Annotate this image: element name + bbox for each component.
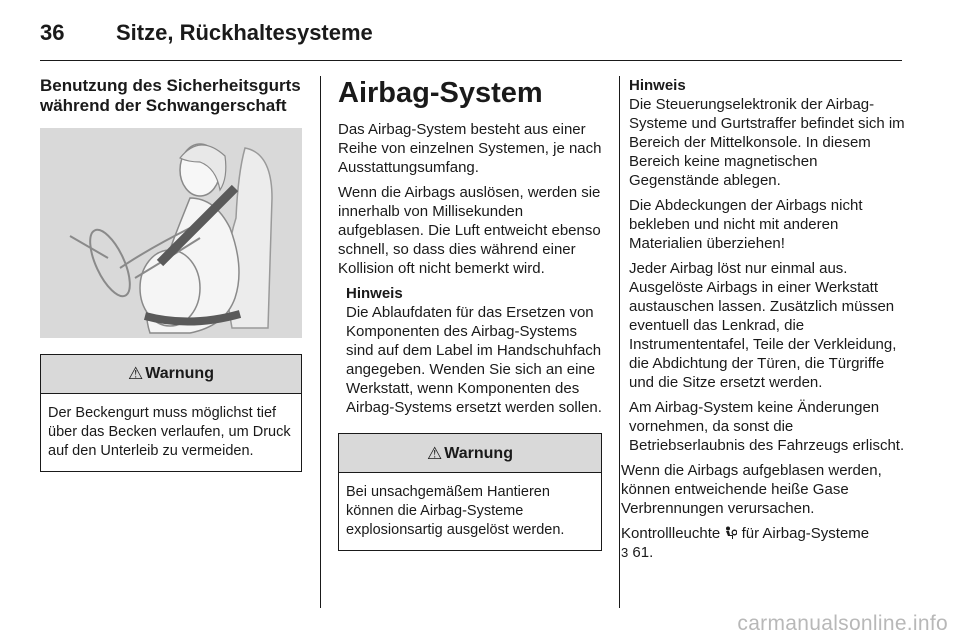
paragraph-warning-light — [621, 524, 905, 562]
warning-text: Bei unsachgemäßem Hantieren können die Airbag-Systeme explosionsartig ausgelöst werden. — [346, 484, 565, 538]
warning-light-suffix: für Airbag-Systeme — [741, 525, 870, 542]
paragraph-airbag-intro: Das Airbag-System besteht aus einer Reihe von einzelnen Systemen, je nach Ausstattungsumfang. — [338, 121, 602, 176]
note-title: Hinweis — [346, 285, 403, 302]
paragraph-hot-gases: Wenn die Airbags aufgeblasen werden, können entweichende heiße Gase Verbrennungen verursachen. — [621, 462, 882, 517]
warning-triangle-icon: ⚠ — [128, 364, 144, 383]
pregnant-woman-seatbelt-illustration — [40, 128, 302, 338]
page-number: 36 — [40, 20, 65, 45]
note-text: Die Ablaufdaten für das Ersetzen von Komponenten des Airbag-Systems sind auf dem Label im Handschuhfach angegeben. Wenden Sie sich an eine Werkstatt, wenn Komponenten des Airbag-Systems ersetzt werden sollen. — [346, 304, 602, 416]
section-heading-seatbelt-pregnancy: Benutzung des Sicherheitsgurts während der Schwangerschaft — [40, 76, 301, 115]
note-title: Hinweis — [629, 77, 686, 94]
warning-light-prefix: Kontrollleuchte — [621, 525, 721, 542]
middle-column — [338, 76, 602, 551]
note-text-covers: Die Abdeckungen der Airbags nicht bekleben und nicht mit anderen Materialien überziehen! — [629, 197, 863, 252]
warning-header — [339, 434, 601, 473]
note-text-no-modifications: Am Airbag-System keine Änderungen vornehmen, da sonst die Betriebserlaubnis des Fahrzeugs erlischt. — [629, 399, 905, 454]
note-block-expiry — [338, 284, 602, 417]
chapter-title: Sitze, Rückhaltesysteme — [116, 20, 373, 45]
warning-text: Der Beckengurt muss möglichst tief über das Becken verlaufen, um Druck auf den Unterleib zu vermeiden. — [48, 405, 291, 459]
column-divider-left — [320, 76, 321, 608]
note-text-single-deploy: Jeder Airbag löst nur einmal aus. Ausgelöste Airbags in einer Werkstatt austauschen lassen. Zusätzlich müssen eventuell das Lenkrad, die Instrumententafel, Teile der Verkleidung, die Abdichtung der Türen, die Türgriffe und die Sitze ersetzt werden. — [629, 260, 897, 391]
warning-triangle-icon: ⚠ — [427, 443, 443, 463]
header-rule — [40, 60, 902, 61]
page-header — [40, 14, 902, 64]
warning-box-airbag-handling — [338, 433, 602, 551]
page-reference-icon[interactable]: 3 — [621, 545, 629, 560]
column-divider-right — [619, 76, 620, 608]
warning-title: Warnung — [145, 365, 214, 382]
page-reference[interactable]: 61. — [632, 544, 654, 561]
paragraph-airbag-deployment: Wenn die Airbags auslösen, werden sie innerhalb von Millisekunden aufgeblasen. Die Luft entweicht ebenso schnell, so dass dies während einer Kollision oft nicht bemerkt wird. — [338, 184, 601, 277]
watermark: carmanualsonline.info — [737, 612, 948, 635]
warning-title: Warnung — [444, 444, 513, 462]
note-block-control-unit — [621, 76, 905, 455]
warning-box-lap-belt — [40, 354, 302, 472]
left-column — [40, 76, 302, 472]
note-text-control-unit: Die Steuerungselektronik der Airbag-Systeme und Gurtstraffer befindet sich im Bereich der Mittelkonsole. In diesem Bereich keine magnetischen Gegenstände ablegen. — [629, 96, 905, 189]
section-heading-airbag-system: Airbag-System — [338, 77, 543, 109]
right-column — [621, 76, 905, 562]
warning-header — [41, 355, 301, 394]
airbag-warning-light-icon — [724, 526, 737, 540]
